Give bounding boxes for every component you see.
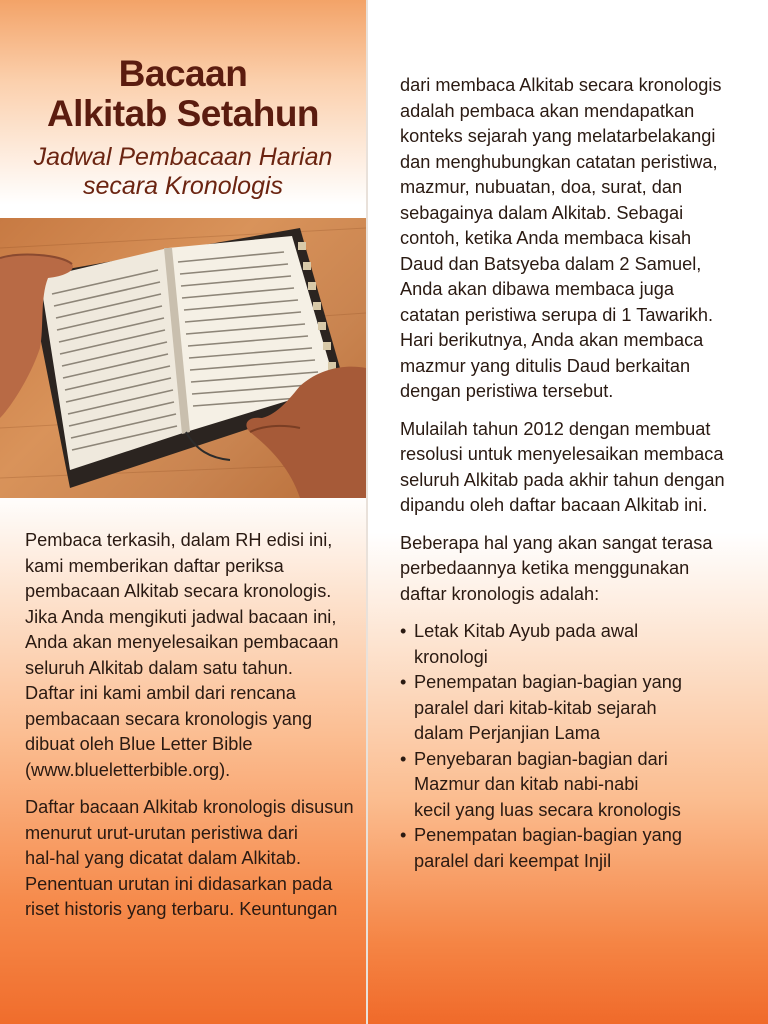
resolution-paragraph: Mulailah tahun 2012 dengan membuat resolusi untuk menyelesaikan membaca seluruh Alkitab pada akhir tahun dengan dipandu oleh daftar bacaan Alkitab ini. [400, 418, 725, 515]
bullet-icon: • [400, 825, 407, 845]
bullet-icon: • [400, 621, 407, 641]
left-column-text [25, 528, 355, 935]
chronological-paragraph: Daftar bacaan Alkitab kronologis disusun menurut urut-urutan peristiwa dari hal-hal yang dicatat dalam Alkitab. Penentuan urutan ini didasarkan pada riset historis yang terbaru. Keuntungan [25, 797, 354, 919]
differences-list [400, 619, 730, 874]
open-bible-photo [0, 218, 366, 498]
subtitle-line-2: secara Kronologis [82, 172, 284, 200]
bullet-icon: • [400, 672, 407, 692]
list-item: • Penyebaran bagian-bagian dari Mazmur dan kitab nabi-nabi kecil yang luas secara kronologis [400, 748, 681, 820]
intro-paragraph: Pembaca terkasih, dalam RH edisi ini, kami memberikan daftar periksa pembacaan Alkitab secara kronologis. Jika Anda mengikuti jadwal bacaan ini, Anda akan menyelesaikan pembacaan seluruh Alkitab dalam satu tahun. Daftar ini kami ambil dari rencana pembacaan secara kronologis yang dibuat oleh Blue Letter Bible (www.blueletterbible.org). [25, 530, 339, 780]
column-divider [366, 0, 368, 1024]
list-item: • Letak Kitab Ayub pada awal kronologi [400, 621, 639, 667]
open-bible-illustration [0, 218, 366, 498]
benefit-paragraph: dari membaca Alkitab secara kronologis adalah pembaca akan mendapatkan konteks sejarah yang melatarbelakangi dan menghubungkan catatan peristiwa, mazmur, nubuatan, doa, surat, dan sebagainya dalam Alkitab. Sebagai contoh, ketika Anda membaca kisah Daud dan Batsyeba dalam 2 Samuel, Anda akan dibawa membaca juga catatan peristiwa serupa di 1 Tawarikh. Hari berikutnya, Anda akan membaca mazmur yang ditulis Daud berkaitan dengan peristiwa tersebut. [400, 75, 722, 401]
title-line-2: Alkitab Setahun [46, 93, 320, 134]
list-item: • Penempatan bagian-bagian yang paralel dari kitab-kitab sejarah dalam Perjanjian Lama [400, 672, 682, 743]
list-item: • Penempatan bagian-bagian yang paralel dari keempat Injil [400, 825, 682, 871]
bullet-icon: • [400, 748, 407, 769]
differences-intro-paragraph: Beberapa hal yang akan sangat terasa perbedaannya ketika menggunakan daftar kronologis adalah: [400, 532, 713, 604]
subtitle-line-1: Jadwal Pembacaan Harian [33, 143, 333, 171]
title-line-1: Bacaan [118, 53, 248, 94]
right-column-text [400, 73, 730, 874]
